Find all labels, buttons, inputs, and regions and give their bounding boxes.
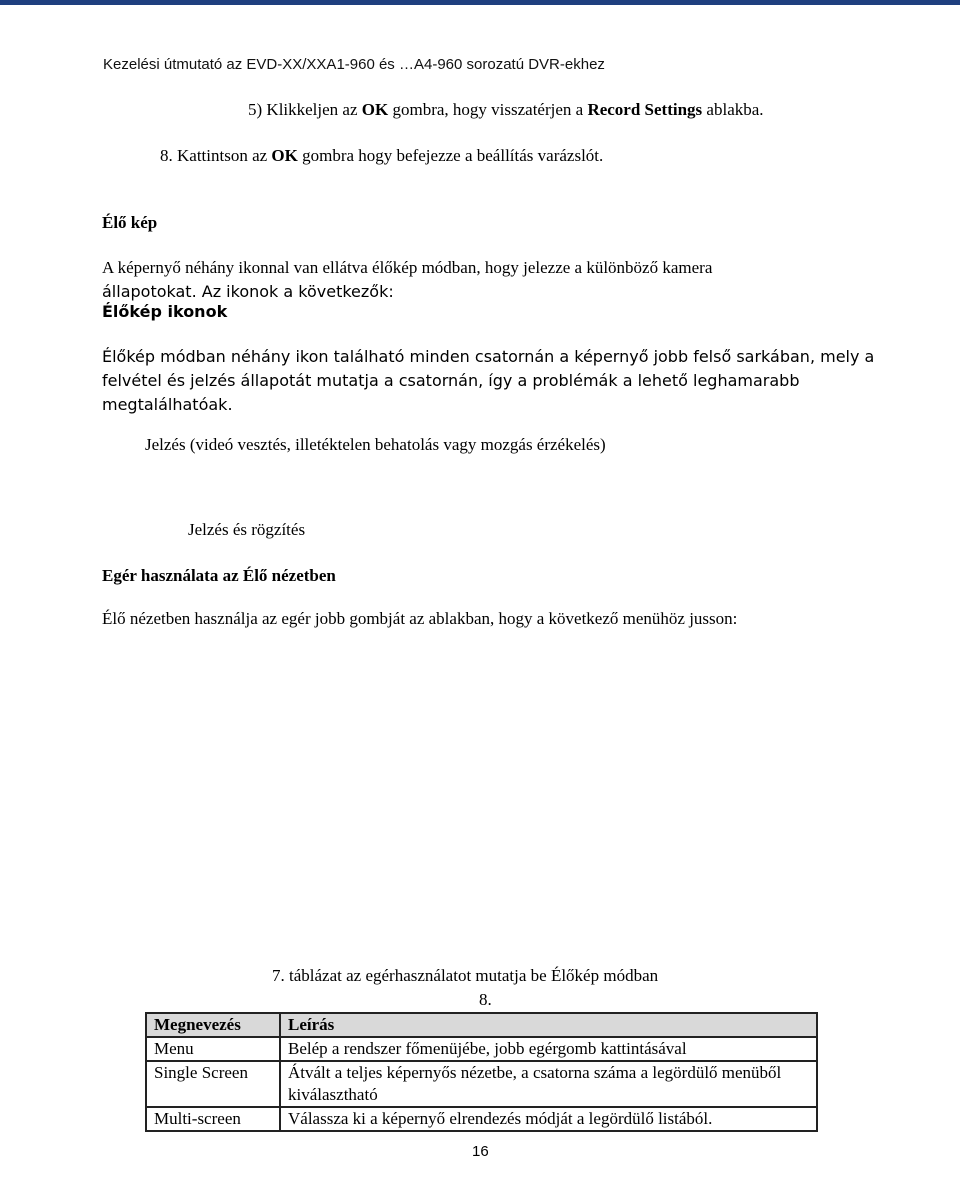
step-5	[248, 100, 764, 120]
table-row	[146, 1061, 817, 1107]
mouse-paragraph: Élő nézetben használja az egér jobb gombját az ablakban, hogy a következő menühöz jusson:	[102, 609, 738, 628]
section-title-live-icons: Élőkép ikonok	[102, 302, 228, 321]
live-view-paragraph-line-1: A képernyő néhány ikonnal van ellátva élőkép módban, hogy jelezze a különböző kamera	[102, 258, 713, 277]
table-header-row	[146, 1013, 817, 1037]
section-title-live-view: Élő kép	[102, 213, 158, 232]
step-5-record-settings: Record Settings	[587, 100, 703, 119]
live-icons-paragraph: Élőkép módban néhány ikon található minden csatornán a képernyő jobb felső sarkában, mely a felvétel és jelzés állapotát mutatja a csatornán, így a problémák a lehető leghamarabb megtalálhatóak.	[102, 347, 875, 414]
table-row	[146, 1107, 817, 1131]
page-number: 16	[472, 1143, 489, 1160]
mouse-functions-table	[145, 1012, 818, 1132]
step-8	[160, 146, 603, 166]
table-cell-description: Válassza ki a képernyő elrendezés módját a legördülő listából.	[280, 1107, 817, 1131]
table-cell-name: Multi-screen	[146, 1107, 280, 1131]
column-header-name: Megnevezés	[146, 1013, 280, 1037]
step-8-text-end: gombra hogy befejezze a beállítás varázslót.	[297, 146, 604, 165]
step-5-text-middle: gombra, hogy visszatérjen a	[388, 100, 588, 119]
table-cell-name: Menu	[146, 1037, 280, 1061]
step-8-ok: OK	[271, 146, 298, 165]
table-caption-number: 8.	[479, 990, 492, 1009]
header-accent-bar	[0, 0, 960, 5]
step-8-text: 8. Kattintson az	[160, 146, 272, 165]
step-5-ok: OK	[361, 100, 389, 119]
column-header-description: Leírás	[280, 1013, 817, 1037]
live-view-paragraph-line-2: állapotokat. Az ikonok a következők:	[102, 282, 394, 301]
table-cell-name: Single Screen	[146, 1061, 280, 1107]
table-row	[146, 1037, 817, 1061]
live-view-paragraph	[102, 256, 882, 304]
step-5-text: 5) Klikkeljen az	[248, 100, 362, 119]
section-title-mouse: Egér használata az Élő nézetben	[102, 566, 336, 585]
table-cell-description: Belép a rendszer főmenüjébe, jobb egérgomb kattintásával	[280, 1037, 817, 1061]
step-5-text-end: ablakba.	[702, 100, 764, 119]
table-cell-description: Átvált a teljes képernyős nézetbe, a csatorna száma a legördülő menüből kiválasztható	[280, 1061, 817, 1107]
document-header: Kezelési útmutató az EVD-XX/XXA1-960 és …A4-960 sorozatú DVR-ekhez	[103, 56, 605, 73]
icon-alarm-record-description: Jelzés és rögzítés	[188, 520, 306, 539]
table-caption: 7. táblázat az egérhasználatot mutatja be Élőkép módban	[272, 966, 659, 985]
icon-alarm-description: Jelzés (videó vesztés, illetéktelen behatolás vagy mozgás érzékelés)	[145, 435, 606, 454]
